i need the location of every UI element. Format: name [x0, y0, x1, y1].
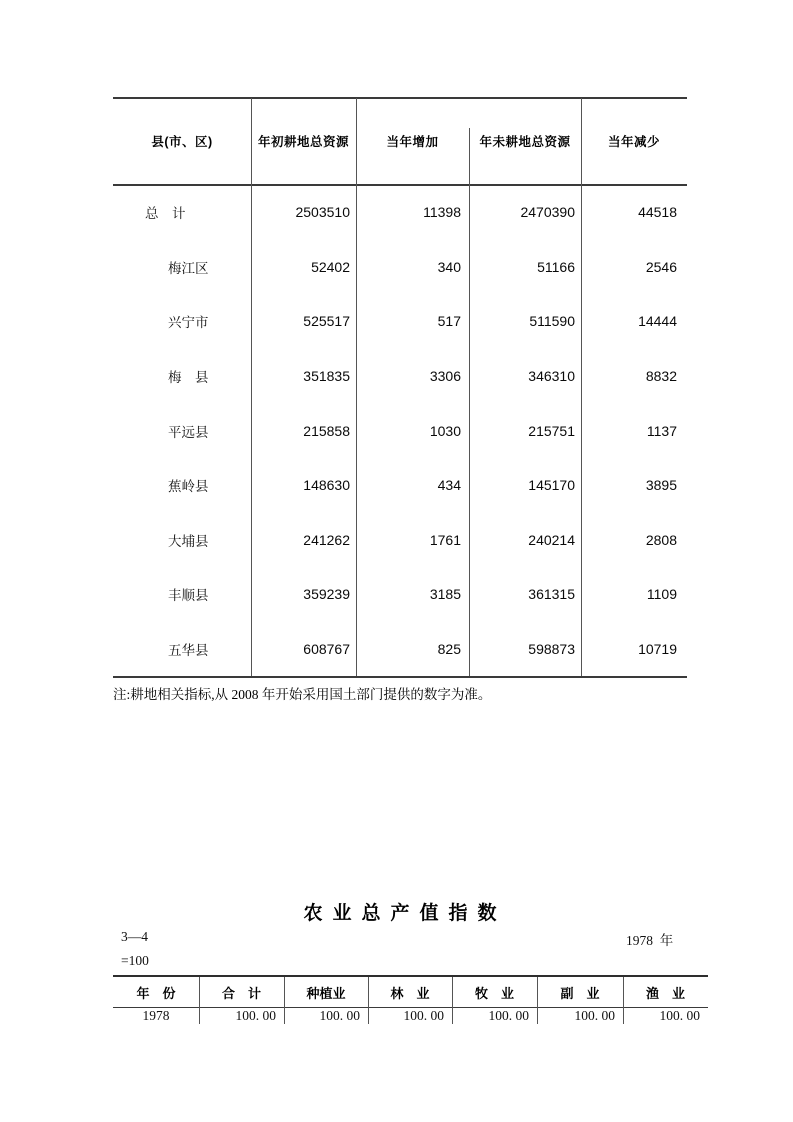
cell-value: 148630	[303, 477, 350, 494]
column-header-total: 合 计	[221, 985, 261, 1001]
cell-value: 44518	[638, 204, 677, 221]
table-row	[113, 512, 687, 567]
table-footnote: 注:耕地相关指标,从 2008 年开始采用国土部门提供的数字为准。	[113, 687, 492, 702]
cell-value: 1761	[429, 531, 461, 548]
cell-value: 100. 00	[659, 1008, 700, 1023]
cell-value: 434	[437, 477, 461, 494]
row-label: 1978	[142, 1008, 170, 1023]
cell-value: 100. 00	[574, 1008, 615, 1023]
cell-value: 3895	[645, 477, 677, 494]
base-year-label: 1978 年	[626, 933, 674, 948]
cell-value: 145170	[528, 477, 575, 494]
column-header-fishery: 渔 业	[645, 985, 685, 1001]
table-row	[113, 458, 687, 513]
cell-value: 8832	[645, 367, 677, 384]
cell-value: 2503510	[295, 204, 350, 221]
cell-value: 346310	[528, 367, 575, 384]
row-label: 蕉岭县	[168, 479, 209, 495]
table-row	[113, 622, 687, 677]
cell-value: 1109	[646, 586, 677, 603]
column-header-county: 县(市、区)	[151, 134, 213, 149]
cell-value: 51166	[537, 258, 575, 275]
cell-value: 2808	[645, 531, 677, 548]
cell-value: 359239	[303, 586, 350, 603]
table-bottom-rule	[113, 676, 687, 678]
cell-value: 361315	[528, 586, 575, 603]
base-value-label: =100	[121, 953, 149, 968]
cell-value: 100. 00	[488, 1008, 529, 1023]
cell-value: 215751	[528, 422, 575, 439]
column-header-decrease: 当年减少	[607, 134, 660, 149]
cell-value: 3185	[429, 586, 461, 603]
cell-value: 10719	[638, 640, 677, 657]
column-header-sideline: 副 业	[560, 985, 600, 1001]
cell-value: 14444	[638, 313, 677, 330]
table1-body	[113, 185, 687, 676]
row-label: 兴宁市	[168, 315, 209, 331]
column-header-increase: 当年增加	[386, 134, 439, 149]
cell-value: 215858	[303, 422, 350, 439]
cell-value: 3306	[429, 367, 461, 384]
row-label: 丰顺县	[168, 588, 209, 604]
column-header-planting: 种植业	[306, 985, 346, 1001]
table-row	[113, 403, 687, 458]
cell-value: 517	[437, 313, 461, 330]
column-header-end-year: 年未耕地总资源	[479, 134, 571, 149]
cell-value: 2470390	[520, 204, 575, 221]
table-row	[113, 349, 687, 404]
table-row	[113, 567, 687, 622]
cultivated-land-table	[113, 97, 687, 678]
column-header-forestry: 林 业	[390, 985, 430, 1001]
row-label: 梅江区	[168, 260, 209, 276]
cell-value: 100. 00	[403, 1008, 444, 1023]
cell-value: 11398	[423, 204, 461, 221]
row-label: 五华县	[168, 642, 209, 658]
row-label: 总 计	[145, 206, 186, 222]
section-title: 农业总产值指数	[303, 903, 507, 924]
column-header-year: 年 份	[136, 985, 176, 1001]
row-label: 梅 县	[168, 369, 209, 385]
table-number: 3—4	[121, 929, 148, 944]
cell-value: 52402	[311, 258, 350, 275]
cell-value: 525517	[303, 313, 350, 330]
table-row	[113, 185, 687, 240]
cell-value: 825	[437, 640, 461, 657]
cell-value: 608767	[303, 640, 350, 657]
column-header-begin-year: 年初耕地总资源	[257, 134, 349, 149]
cell-value: 240214	[528, 531, 575, 548]
cell-value: 1137	[646, 422, 677, 439]
row-label: 平远县	[168, 424, 209, 440]
cell-value: 598873	[528, 640, 575, 657]
cell-value: 1030	[429, 422, 461, 439]
cell-value: 100. 00	[235, 1008, 276, 1023]
cell-value: 351835	[303, 367, 350, 384]
cell-value: 340	[437, 258, 461, 275]
cell-value: 100. 00	[319, 1008, 360, 1023]
cell-value: 241262	[303, 531, 350, 548]
output-index-table	[113, 975, 708, 1025]
table-row	[113, 294, 687, 349]
column-header-husbandry: 牧 业	[474, 985, 514, 1001]
table-row	[113, 1008, 708, 1024]
cell-value: 511590	[529, 313, 575, 330]
row-label: 大埔县	[168, 533, 209, 549]
cell-value: 2546	[645, 258, 677, 275]
table-row	[113, 240, 687, 295]
